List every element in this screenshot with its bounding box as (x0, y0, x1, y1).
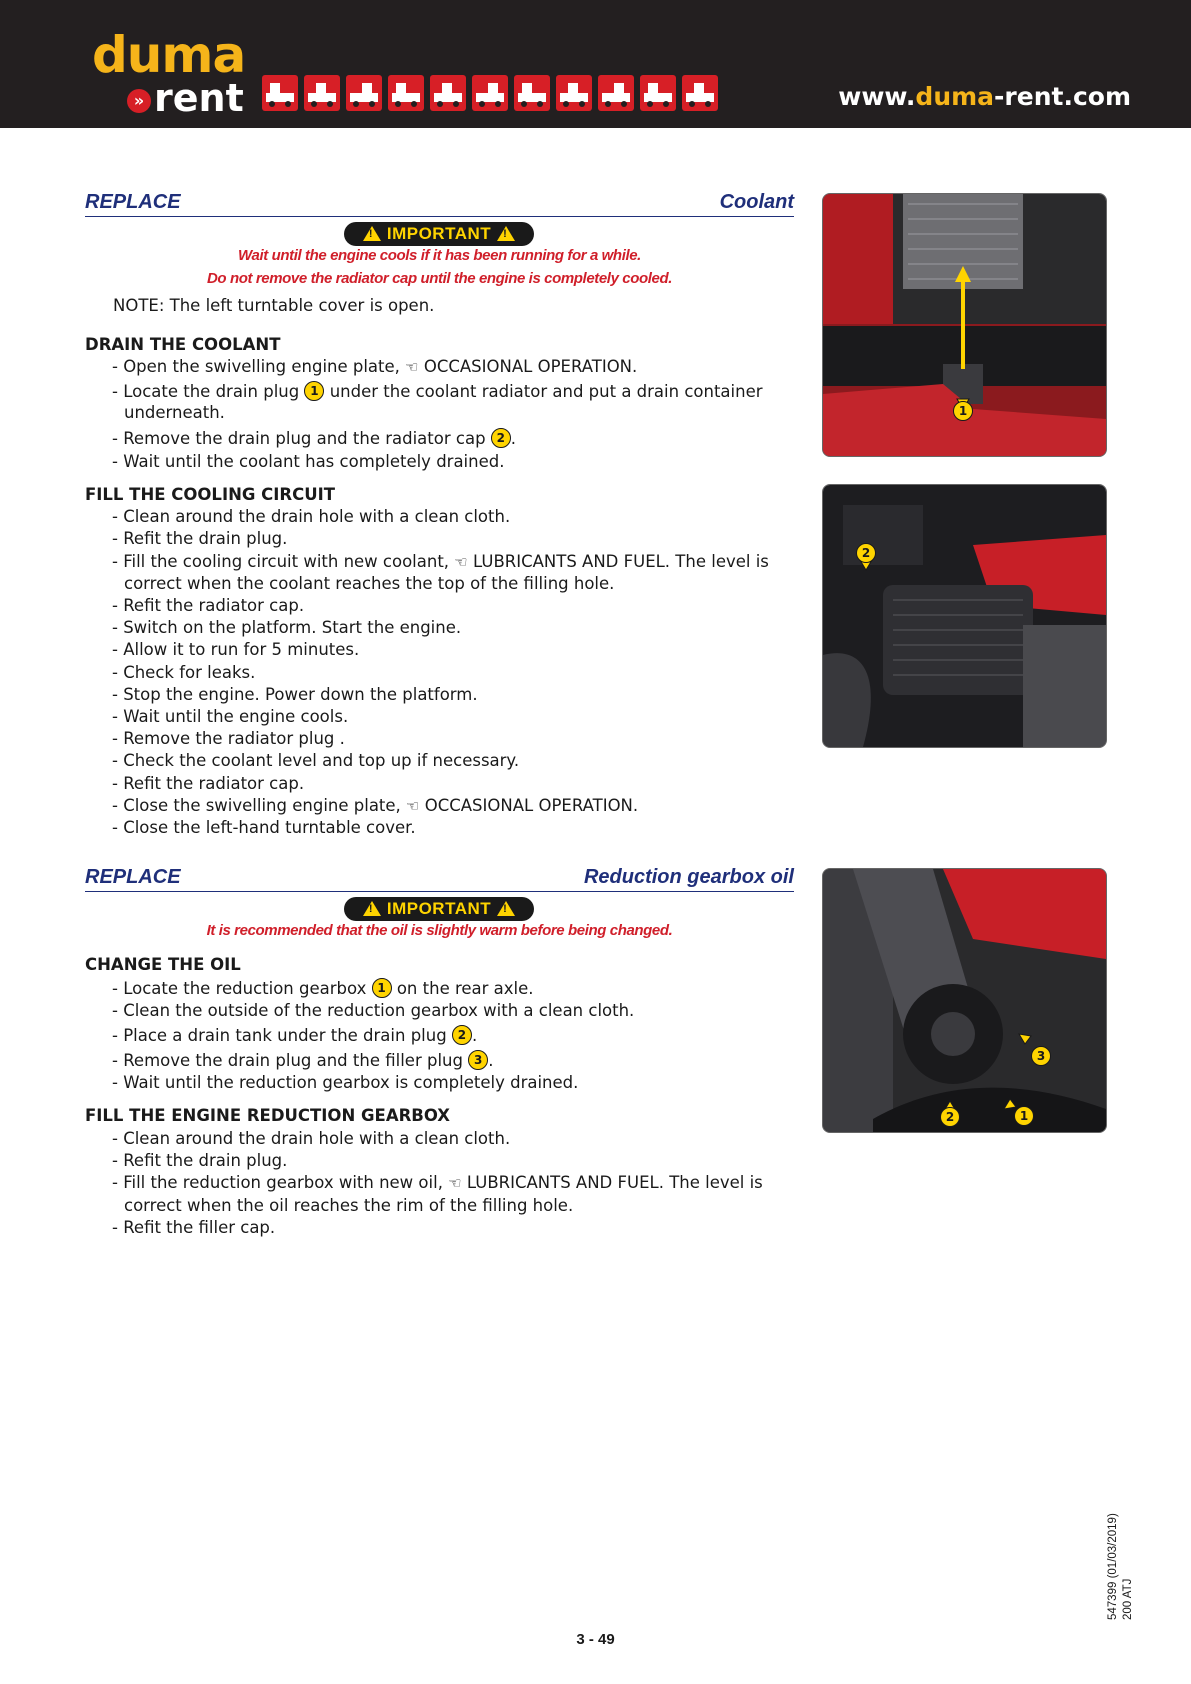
list-item: - Wait until the reduction gearbox is completely drained. (112, 1073, 579, 1092)
header-bar (0, 0, 1191, 128)
list-item: - Refit the drain plug. (112, 1151, 288, 1170)
website-url[interactable] (838, 82, 1131, 111)
list-item: - Allow it to run for 5 minutes. (112, 640, 360, 659)
logo-duma-text: duma (92, 26, 246, 84)
section-right-label: Coolant (719, 191, 794, 213)
list-item-continuation: correct when the oil reaches the rim of the filling hole. (124, 1196, 574, 1215)
skid-steer-icon (262, 75, 298, 111)
list-item: - Fill the reduction gearbox with new oil, ☜ LUBRICANTS AND FUEL. The level is (112, 1173, 763, 1192)
subheading-fill-cooling: FILL THE COOLING CIRCUIT (85, 485, 336, 504)
subheading-drain-coolant: DRAIN THE COOLANT (85, 335, 281, 354)
document-reference: 547399 (01/03/2019) 200 ATJ (1107, 1513, 1134, 1620)
warning-icon (497, 226, 515, 241)
list-item: - Check for leaks. (112, 663, 256, 682)
list-item: - Clean around the drain hole with a clean cloth. (112, 1129, 511, 1148)
section-right-label: Reduction gearbox oil (583, 866, 794, 888)
list-item: - Remove the radiator plug . (112, 729, 345, 748)
machine-icons-strip (262, 75, 718, 111)
list-item: - Remove the drain plug and the radiator cap 2 . (112, 429, 517, 448)
truck-platform-icon (682, 75, 718, 111)
logo-rent-text: rent (154, 76, 244, 120)
photo-callout-1: 1 (1014, 1106, 1034, 1126)
list-item: - Clean around the drain hole with a clean cloth. (112, 507, 511, 526)
list-item: - Close the swivelling engine plate, ☜ OCCASIONAL OPERATION. (112, 796, 639, 815)
list-item: - Refit the filler cap. (112, 1218, 276, 1237)
list-item: - Refit the drain plug. (112, 529, 288, 548)
list-item: - Open the swivelling engine plate, ☜ OCCASIONAL OPERATION. (112, 357, 638, 376)
list-item: - Refit the radiator cap. (112, 774, 305, 793)
list-item: - Stop the engine. Power down the platform. (112, 685, 478, 704)
telehandler-icon (388, 75, 424, 111)
list-item: - Locate the reduction gearbox 1 on the rear axle. (112, 979, 534, 998)
website-highlight: duma (915, 82, 995, 111)
warning-text-1: It is recommended that the oil is slightly warm before being changed. (206, 922, 673, 939)
photo-radiator-drain (822, 193, 1107, 457)
website-prefix: www. (838, 82, 916, 111)
list-item: - Place a drain tank under the drain plug 2 . (112, 1026, 478, 1045)
section-header-coolant (85, 186, 794, 217)
list-item: - Locate the drain plug 1 under the coolant radiator and put a drain container (112, 382, 763, 401)
note-text: NOTE: The left turntable cover is open. (113, 296, 435, 315)
list-item: - Wait until the engine cools. (112, 707, 349, 726)
hand-pointer-icon: ☜ (454, 553, 468, 571)
warning-text-2: Do not remove the radiator cap until the engine is completely cooled. (207, 270, 672, 287)
ref-marker-1: 1 (372, 978, 392, 998)
list-item: - Check the coolant level and top up if necessary. (112, 751, 520, 770)
articulated-lift-icon (640, 75, 676, 111)
list-item-continuation: underneath. (124, 403, 225, 422)
ref-marker-3: 3 (468, 1050, 488, 1070)
ref-marker-2: 2 (452, 1025, 472, 1045)
photo-callout-1: 1 (953, 401, 973, 421)
hand-pointer-icon: ☜ (405, 358, 419, 376)
subheading-change-oil: CHANGE THE OIL (85, 955, 241, 974)
subheading-fill-gearbox: FILL THE ENGINE REDUCTION GEARBOX (85, 1106, 451, 1125)
warning-icon (497, 901, 515, 916)
list-item: - Fill the cooling circuit with new coolant, ☜ LUBRICANTS AND FUEL. The level is (112, 552, 769, 571)
important-badge (344, 222, 534, 246)
forklift-icon (304, 75, 340, 111)
list-item: - Remove the drain plug and the filler plug 3 . (112, 1051, 494, 1070)
photo-reduction-gearbox (822, 868, 1107, 1133)
list-item: - Clean the outside of the reduction gearbox with a clean cloth. (112, 1001, 635, 1020)
list-item-continuation: correct when the coolant reaches the top of the filling hole. (124, 574, 615, 593)
section-left-label: REPLACE (85, 191, 181, 213)
warning-text-1: Wait until the engine cools if it has been running for a while. (238, 247, 641, 264)
hand-pointer-icon: ☜ (448, 1174, 462, 1192)
photo-callout-3: 3 (1031, 1046, 1051, 1066)
backhoe-icon (556, 75, 592, 111)
section-header-gearbox (85, 861, 794, 892)
website-suffix: -rent.com (994, 82, 1131, 111)
photo-callout-2: 2 (856, 543, 876, 563)
ref-marker-1: 1 (304, 381, 324, 401)
important-label: IMPORTANT (386, 224, 492, 243)
page-number: 3 - 49 (576, 1631, 615, 1648)
loader-icon (472, 75, 508, 111)
excavator-icon (430, 75, 466, 111)
warning-icon (363, 901, 381, 916)
photo-callout-2: 2 (940, 1107, 960, 1127)
photo-cooling-circuit (822, 484, 1107, 748)
section-left-label: REPLACE (85, 866, 181, 888)
hand-pointer-icon: ☜ (406, 797, 420, 815)
boom-lift-icon (598, 75, 634, 111)
ref-marker-2: 2 (491, 428, 511, 448)
list-item: - Switch on the platform. Start the engine. (112, 618, 462, 637)
warning-icon (363, 226, 381, 241)
scissor-lift-icon (346, 75, 382, 111)
important-label: IMPORTANT (386, 899, 492, 918)
logo-chevron-icon: » (127, 89, 151, 113)
crane-icon (514, 75, 550, 111)
list-item: - Refit the radiator cap. (112, 596, 305, 615)
important-badge (344, 897, 534, 921)
list-item: - Close the left-hand turntable cover. (112, 818, 416, 837)
list-item: - Wait until the coolant has completely drained. (112, 452, 505, 471)
